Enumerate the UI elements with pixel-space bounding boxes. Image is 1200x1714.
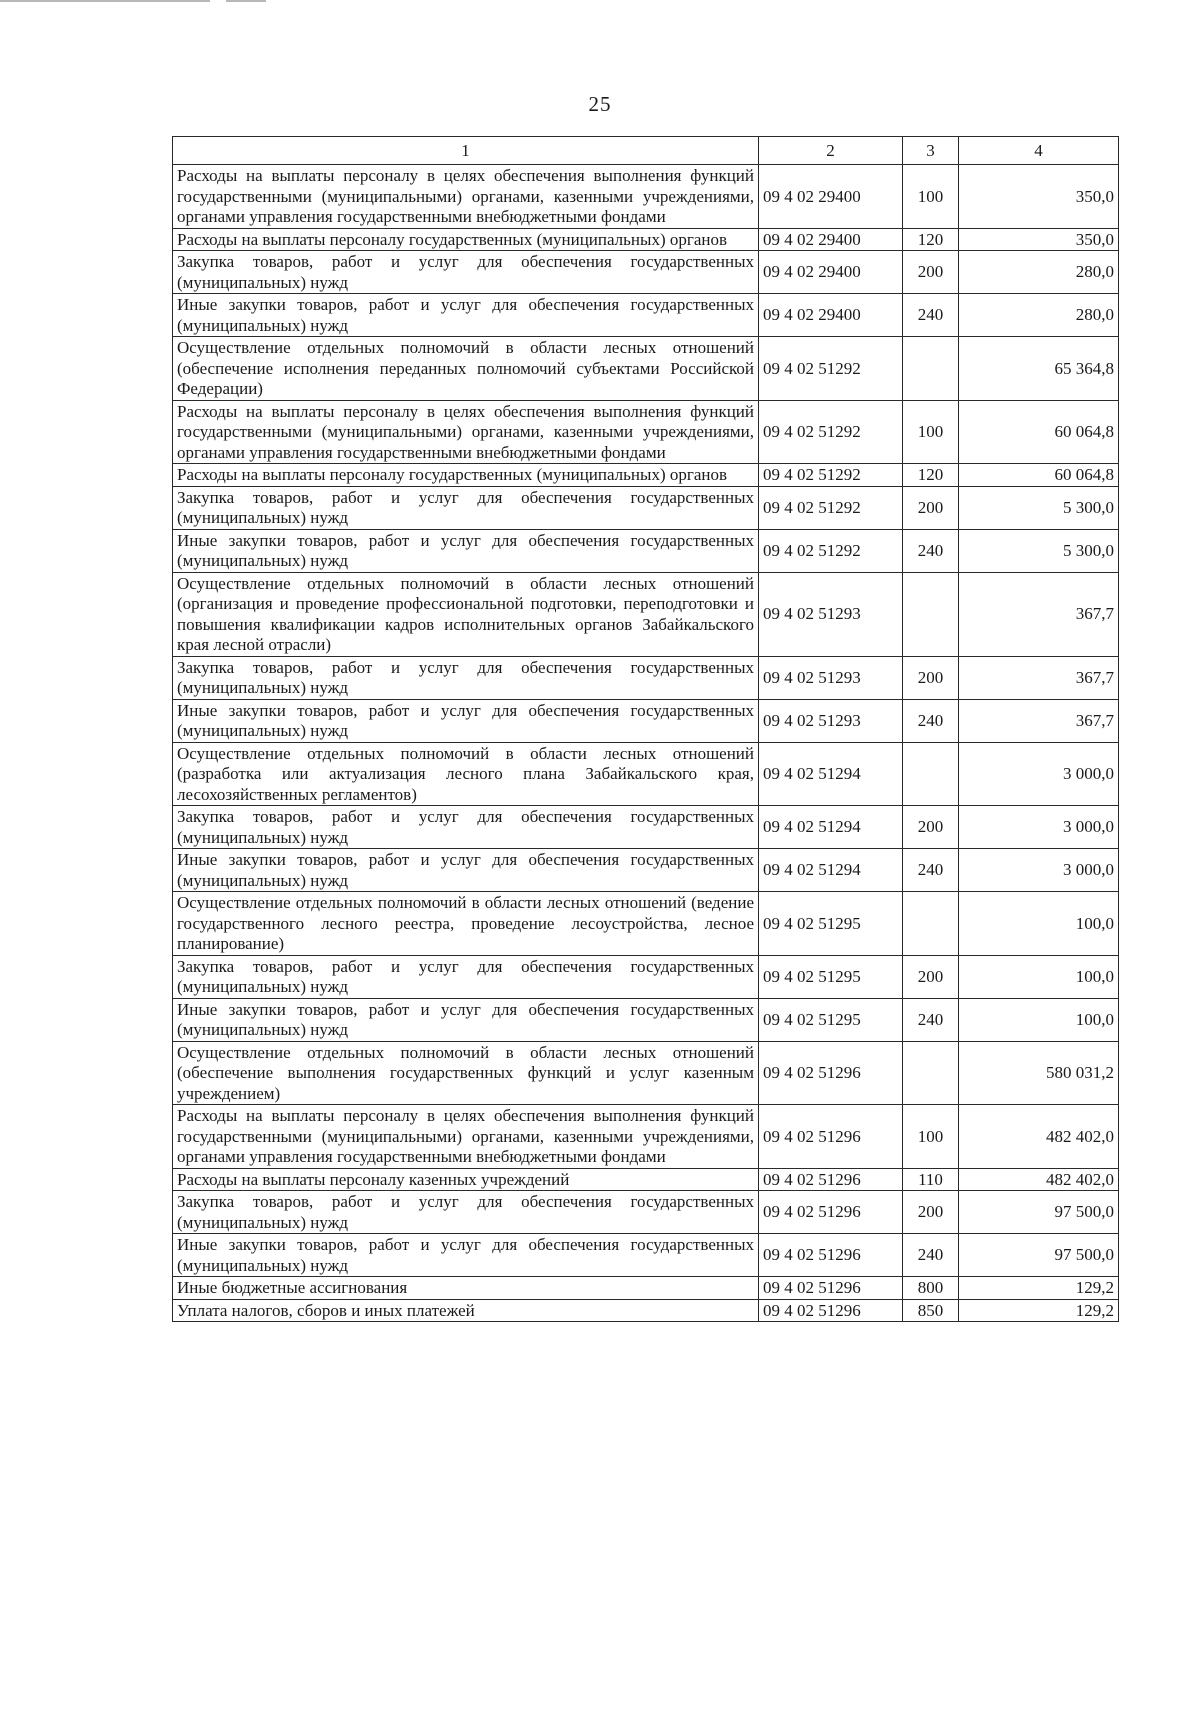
scan-artifact-line (0, 0, 210, 2)
row-amount-cell: 367,7 (959, 656, 1119, 699)
row-code-cell: 09 4 02 51296 (759, 1234, 903, 1277)
table-row (173, 165, 1119, 229)
row-amount-cell: 60 064,8 (959, 464, 1119, 487)
row-type-cell: 120 (903, 464, 959, 487)
table-row (173, 998, 1119, 1041)
row-amount-cell: 97 500,0 (959, 1191, 1119, 1234)
row-amount-cell: 3 000,0 (959, 806, 1119, 849)
row-code-cell: 09 4 02 29400 (759, 228, 903, 251)
page-number: 25 (588, 92, 612, 116)
row-code-cell: 09 4 02 51296 (759, 1168, 903, 1191)
table-row (173, 955, 1119, 998)
row-name-cell: Расходы на выплаты персоналу казенных учреждений (173, 1168, 759, 1191)
row-code-cell: 09 4 02 29400 (759, 251, 903, 294)
table-row (173, 486, 1119, 529)
row-amount-cell: 280,0 (959, 251, 1119, 294)
header-col-4: 4 (959, 137, 1119, 165)
row-type-cell: 200 (903, 486, 959, 529)
row-name-cell: Закупка товаров, работ и услуг для обеспечения государственных (муниципальных) нужд (173, 1191, 759, 1234)
row-type-cell: 120 (903, 228, 959, 251)
row-name-cell: Расходы на выплаты персоналу в целях обеспечения выполнения функций государственными (муниципальными) органами, казенными учреждениями, органами управления государственными внебюджетными фондами (173, 400, 759, 464)
table-row (173, 1105, 1119, 1169)
row-name-cell: Закупка товаров, работ и услуг для обеспечения государственных (муниципальных) нужд (173, 955, 759, 998)
row-type-cell: 240 (903, 699, 959, 742)
row-type-cell: 240 (903, 849, 959, 892)
row-name-cell: Иные закупки товаров, работ и услуг для обеспечения государственных (муниципальных) нужд (173, 294, 759, 337)
table-row (173, 1299, 1119, 1322)
header-col-2: 2 (759, 137, 903, 165)
row-name-cell: Осуществление отдельных полномочий в области лесных отношений (обеспечение выполнения государственных функций и услуг казенным учреждением) (173, 1041, 759, 1105)
table-row (173, 294, 1119, 337)
row-type-cell (903, 892, 959, 956)
row-code-cell: 09 4 02 51294 (759, 742, 903, 806)
row-type-cell: 110 (903, 1168, 959, 1191)
row-name-cell: Иные закупки товаров, работ и услуг для обеспечения государственных (муниципальных) нужд (173, 998, 759, 1041)
row-amount-cell: 482 402,0 (959, 1168, 1119, 1191)
row-amount-cell: 3 000,0 (959, 849, 1119, 892)
row-name-cell: Иные закупки товаров, работ и услуг для обеспечения государственных (муниципальных) нужд (173, 1234, 759, 1277)
table-row (173, 1277, 1119, 1300)
row-name-cell: Иные закупки товаров, работ и услуг для обеспечения государственных (муниципальных) нужд (173, 529, 759, 572)
table-row (173, 1168, 1119, 1191)
row-code-cell: 09 4 02 51293 (759, 656, 903, 699)
row-amount-cell: 280,0 (959, 294, 1119, 337)
row-type-cell: 240 (903, 294, 959, 337)
row-amount-cell: 580 031,2 (959, 1041, 1119, 1105)
row-code-cell: 09 4 02 51293 (759, 699, 903, 742)
row-amount-cell: 5 300,0 (959, 529, 1119, 572)
row-name-cell: Расходы на выплаты персоналу государственных (муниципальных) органов (173, 464, 759, 487)
row-type-cell (903, 337, 959, 401)
row-name-cell: Расходы на выплаты персоналу в целях обеспечения выполнения функций государственными (муниципальными) органами, казенными учреждениями, органами управления государственными внебюджетными фондами (173, 1105, 759, 1169)
row-amount-cell: 350,0 (959, 165, 1119, 229)
row-name-cell: Осуществление отдельных полномочий в области лесных отношений (разработка или актуализация лесного плана Забайкальского края, лесохозяйственных регламентов) (173, 742, 759, 806)
row-name-cell: Осуществление отдельных полномочий в области лесных отношений (ведение государственного лесного реестра, проведение лесоустройства, лесное планирование) (173, 892, 759, 956)
row-code-cell: 09 4 02 51292 (759, 400, 903, 464)
row-amount-cell: 5 300,0 (959, 486, 1119, 529)
row-code-cell: 09 4 02 51293 (759, 572, 903, 656)
table-row (173, 464, 1119, 487)
row-code-cell: 09 4 02 51292 (759, 337, 903, 401)
row-type-cell: 200 (903, 251, 959, 294)
row-name-cell: Иные закупки товаров, работ и услуг для обеспечения государственных (муниципальных) нужд (173, 849, 759, 892)
table-row (173, 1191, 1119, 1234)
row-type-cell: 100 (903, 1105, 959, 1169)
row-amount-cell: 350,0 (959, 228, 1119, 251)
row-name-cell: Расходы на выплаты персоналу в целях обеспечения выполнения функций государственными (муниципальными) органами, казенными учреждениями, органами управления государственными внебюджетными фондами (173, 165, 759, 229)
table-body (173, 165, 1119, 1322)
row-type-cell: 240 (903, 1234, 959, 1277)
table-row (173, 251, 1119, 294)
table-row (173, 1234, 1119, 1277)
scan-artifact-line (226, 0, 266, 2)
row-type-cell: 200 (903, 1191, 959, 1234)
table-row (173, 806, 1119, 849)
row-amount-cell: 100,0 (959, 955, 1119, 998)
row-type-cell: 850 (903, 1299, 959, 1322)
row-name-cell: Закупка товаров, работ и услуг для обеспечения государственных (муниципальных) нужд (173, 251, 759, 294)
row-name-cell: Закупка товаров, работ и услуг для обеспечения государственных (муниципальных) нужд (173, 486, 759, 529)
row-code-cell: 09 4 02 51296 (759, 1105, 903, 1169)
row-type-cell: 100 (903, 165, 959, 229)
row-code-cell: 09 4 02 51292 (759, 529, 903, 572)
row-code-cell: 09 4 02 51295 (759, 998, 903, 1041)
row-amount-cell: 97 500,0 (959, 1234, 1119, 1277)
row-code-cell: 09 4 02 51294 (759, 806, 903, 849)
header-row (173, 137, 1119, 165)
row-amount-cell: 367,7 (959, 572, 1119, 656)
table-row (173, 337, 1119, 401)
table-row (173, 742, 1119, 806)
row-code-cell: 09 4 02 51292 (759, 464, 903, 487)
row-amount-cell: 129,2 (959, 1299, 1119, 1322)
row-type-cell (903, 572, 959, 656)
row-name-cell: Закупка товаров, работ и услуг для обеспечения государственных (муниципальных) нужд (173, 806, 759, 849)
row-type-cell: 200 (903, 955, 959, 998)
table-row (173, 400, 1119, 464)
table-row (173, 892, 1119, 956)
table-row (173, 228, 1119, 251)
table-header (173, 137, 1119, 165)
row-amount-cell: 60 064,8 (959, 400, 1119, 464)
row-name-cell: Расходы на выплаты персоналу государственных (муниципальных) органов (173, 228, 759, 251)
row-amount-cell: 65 364,8 (959, 337, 1119, 401)
row-name-cell: Осуществление отдельных полномочий в области лесных отношений (организация и проведение профессиональной подготовки, переподготовки и повышения квалификации кадров исполнительных органов Забайкальского края лесной отрасли) (173, 572, 759, 656)
row-code-cell: 09 4 02 51296 (759, 1041, 903, 1105)
table-row (173, 699, 1119, 742)
row-code-cell: 09 4 02 29400 (759, 294, 903, 337)
row-type-cell: 200 (903, 656, 959, 699)
row-type-cell: 200 (903, 806, 959, 849)
row-amount-cell: 482 402,0 (959, 1105, 1119, 1169)
row-code-cell: 09 4 02 51295 (759, 892, 903, 956)
row-code-cell: 09 4 02 51296 (759, 1299, 903, 1322)
row-type-cell (903, 1041, 959, 1105)
header-col-3: 3 (903, 137, 959, 165)
row-name-cell: Осуществление отдельных полномочий в области лесных отношений (обеспечение исполнения переданных полномочий субъектами Российской Федерации) (173, 337, 759, 401)
table-row (173, 849, 1119, 892)
row-name-cell: Иные бюджетные ассигнования (173, 1277, 759, 1300)
row-amount-cell: 367,7 (959, 699, 1119, 742)
row-name-cell: Закупка товаров, работ и услуг для обеспечения государственных (муниципальных) нужд (173, 656, 759, 699)
row-type-cell: 240 (903, 998, 959, 1041)
table-row (173, 656, 1119, 699)
table-row (173, 572, 1119, 656)
table-row (173, 529, 1119, 572)
table-row (173, 1041, 1119, 1105)
row-type-cell (903, 742, 959, 806)
row-name-cell: Иные закупки товаров, работ и услуг для обеспечения государственных (муниципальных) нужд (173, 699, 759, 742)
row-type-cell: 800 (903, 1277, 959, 1300)
row-amount-cell: 129,2 (959, 1277, 1119, 1300)
row-type-cell: 240 (903, 529, 959, 572)
header-col-1: 1 (173, 137, 759, 165)
row-name-cell: Уплата налогов, сборов и иных платежей (173, 1299, 759, 1322)
row-amount-cell: 100,0 (959, 998, 1119, 1041)
row-code-cell: 09 4 02 51294 (759, 849, 903, 892)
row-amount-cell: 3 000,0 (959, 742, 1119, 806)
row-code-cell: 09 4 02 51296 (759, 1277, 903, 1300)
row-code-cell: 09 4 02 29400 (759, 165, 903, 229)
row-type-cell: 100 (903, 400, 959, 464)
row-code-cell: 09 4 02 51292 (759, 486, 903, 529)
budget-table (172, 136, 1119, 1322)
row-code-cell: 09 4 02 51296 (759, 1191, 903, 1234)
row-amount-cell: 100,0 (959, 892, 1119, 956)
row-code-cell: 09 4 02 51295 (759, 955, 903, 998)
